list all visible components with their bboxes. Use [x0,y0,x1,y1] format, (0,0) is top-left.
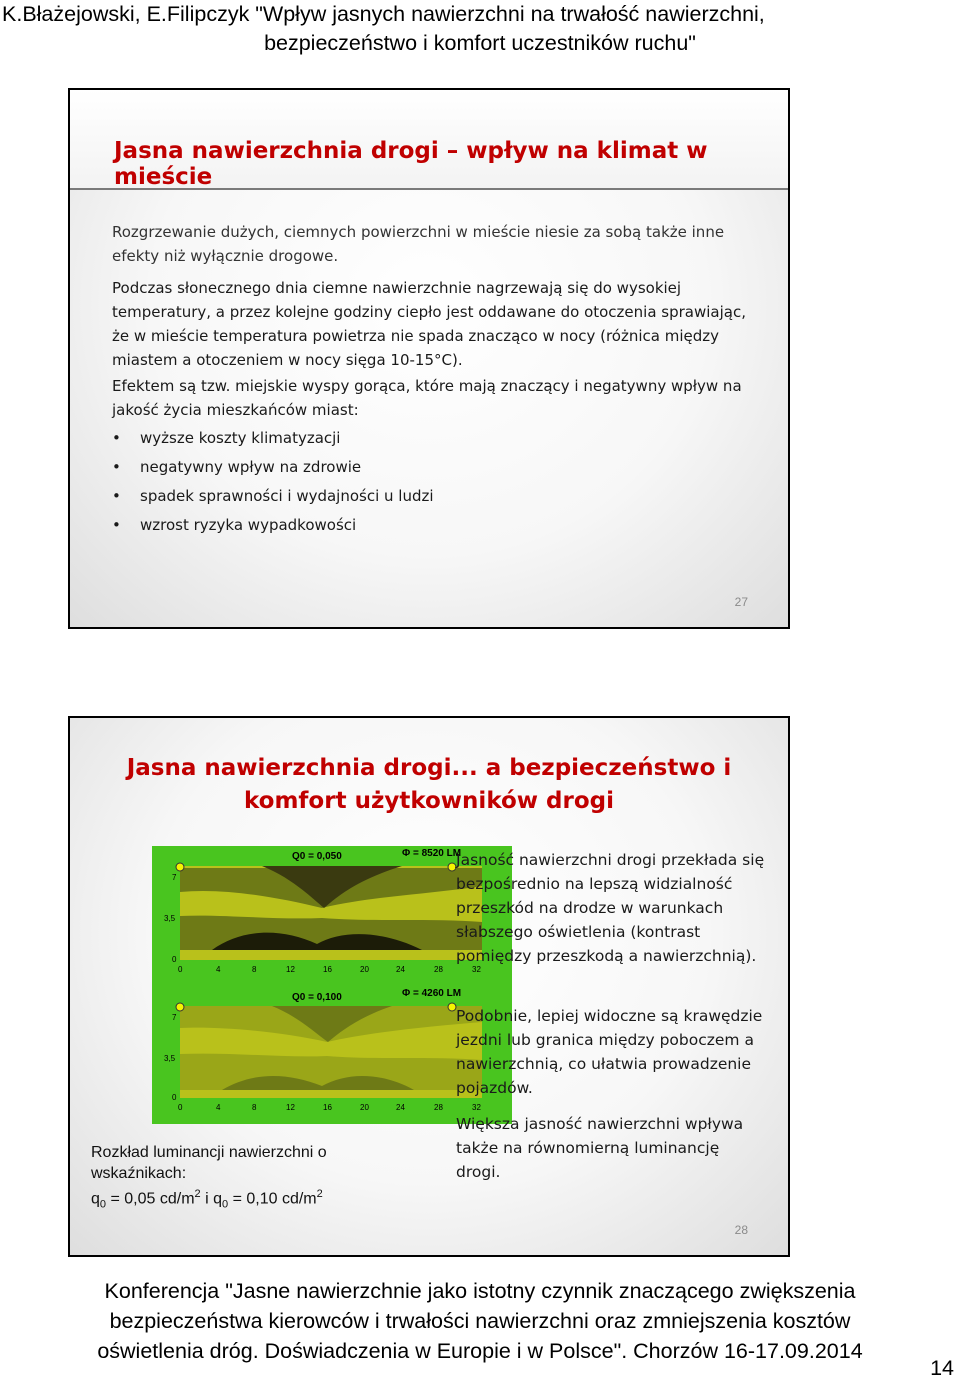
x-tick: 16 [323,1103,332,1112]
x-tick: 0 [178,965,183,974]
right-paragraph-2: Podobnie, lepiej widoczne są krawędzie jezdni lub granica między poboczem a nawierzchnią, co ułatwia prowadzenie pojazdów. [456,1007,763,1097]
bullet-dot: • [112,458,121,476]
x-tick: 32 [472,1103,481,1112]
document-header [0,0,960,58]
caption-q: q [91,1190,100,1208]
right-paragraph-3: Większa jasność nawierzchni wpływa także na równomierną luminancję drogi. [456,1115,744,1181]
x-tick: 12 [286,965,295,974]
y-tick: 3,5 [164,1054,176,1063]
y-tick: 7 [172,873,177,882]
lamp-icon [448,863,456,871]
caption-sup: 2 [316,1188,323,1200]
bullet-dot: • [112,516,121,534]
x-tick: 8 [252,1103,257,1112]
footer-line-1: Konferencja "Jasne nawierzchnie jako istotny czynnik znaczącego zwiększenia [104,1279,856,1303]
slide-paragraph-1: Podczas słonecznego dnia ciemne nawierzchnie nagrzewają się do wysokiej temperatury, a przez kolejne godziny ciepło jest oddawane do otoczenia sprawiając, że w mieście temperatura powietrza nie spada znacząco w nocy (różnica między miastem a otoczeniem w nocy sięga 10-15°C). [112,279,746,369]
x-tick: 20 [360,965,369,974]
slide-28 [68,716,790,1257]
slide-page-number: 27 [734,595,748,609]
lamp-icon [176,863,184,871]
x-tick: 20 [360,1103,369,1112]
x-tick: 0 [178,1103,183,1112]
footer-line-2: bezpieczeństwa kierowców i trwałości nawierzchni oraz zmniejszenia kosztów [109,1309,851,1333]
page-number: 14 [930,1356,954,1380]
slide-intro-text: Rozgrzewanie dużych, ciemnych powierzchni w mieście niesie za sobą także inne efekty niż wyłącznie drogowe. [112,223,725,265]
caption-line-3 [91,1184,327,1216]
x-tick: 8 [252,965,257,974]
caption-sub: 0 [222,1198,229,1211]
bullet-item [112,482,434,511]
x-tick: 24 [396,1103,405,1112]
document-footer [0,1276,960,1366]
slide-title: Jasna nawierzchnia drogi – wpływ na klimat w mieście [114,138,708,190]
caption-line-2: wskaźnikach: [91,1165,187,1182]
bottom-x-axis [178,1103,481,1112]
bottom-q-label: Q0 = 0,100 [292,992,342,1003]
slide-27 [68,88,790,629]
top-phi-label: Φ = 8520 LM [402,848,462,859]
bullet-item [112,453,434,482]
y-tick: 3,5 [164,914,176,923]
x-tick: 32 [472,965,481,974]
figure-caption [91,1142,327,1216]
y-tick: 0 [172,955,177,964]
x-tick: 28 [434,1103,443,1112]
bullet-dot: • [112,429,121,447]
bullet-item [112,511,434,540]
right-paragraph-1: Jasność nawierzchni drogi przekłada się bezpośrednio na lepszą widzialność przeszkód na drodze w warunkach słabszego oświetlenia (kontrast pomiędzy przeszkodą a nawierzchnią). [456,851,765,965]
header-line-1: K.Błażejowski, E.Filipczyk "Wpływ jasnych nawierzchni na trwałość nawierzchni, [2,2,765,26]
slide-title-line-1: Jasna nawierzchnia drogi... a bezpieczeństwo i [126,755,732,781]
caption-value: = 0,10 cd/m [228,1190,317,1208]
bottom-phi-label: Φ = 4260 LM [402,988,462,999]
footer-line-3: oświetlenia dróg. Doświadczenia w Europie i w Polsce". Chorzów 16-17.09.2014 [97,1339,863,1363]
x-tick: 16 [323,965,332,974]
y-tick: 0 [172,1093,177,1102]
bullet-text: wyższe koszty klimatyzacji [140,429,341,447]
bullet-text: spadek sprawności i wydajności u ludzi [140,487,434,505]
x-tick: 28 [434,965,443,974]
caption-sub: 0 [99,1198,107,1211]
bullet-list [112,424,434,540]
slide-paragraph-2: Efektem są tzw. miejskie wyspy gorąca, które mają znaczący i negatywny wpływ na jakość życia mieszkańców miast: [112,377,742,419]
lamp-icon [448,1003,456,1011]
header-line-2: bezpieczeństwo i komfort uczestników ruchu" [264,31,696,55]
x-tick: 12 [286,1103,295,1112]
y-tick: 7 [172,1013,177,1022]
caption-value: = 0,05 cd/m [106,1190,195,1208]
bullet-item [112,424,434,453]
lamp-icon [176,1003,184,1011]
bullet-text: wzrost ryzyka wypadkowości [140,516,357,534]
x-tick: 4 [216,1103,221,1112]
bullet-text: negatywny wpływ na zdrowie [140,458,362,476]
top-q-label: Q0 = 0,050 [292,851,342,862]
x-tick: 4 [216,965,221,974]
caption-sup: 2 [194,1188,201,1200]
slide-title-line-2: komfort użytkowników drogi [243,788,615,814]
bullet-dot: • [112,487,121,505]
x-tick: 24 [396,965,405,974]
slide-title [70,752,788,818]
caption-line-1: Rozkład luminancji nawierzchni o [91,1144,327,1161]
caption-mid: i q [200,1190,222,1208]
slide-page-number: 28 [734,1223,748,1237]
